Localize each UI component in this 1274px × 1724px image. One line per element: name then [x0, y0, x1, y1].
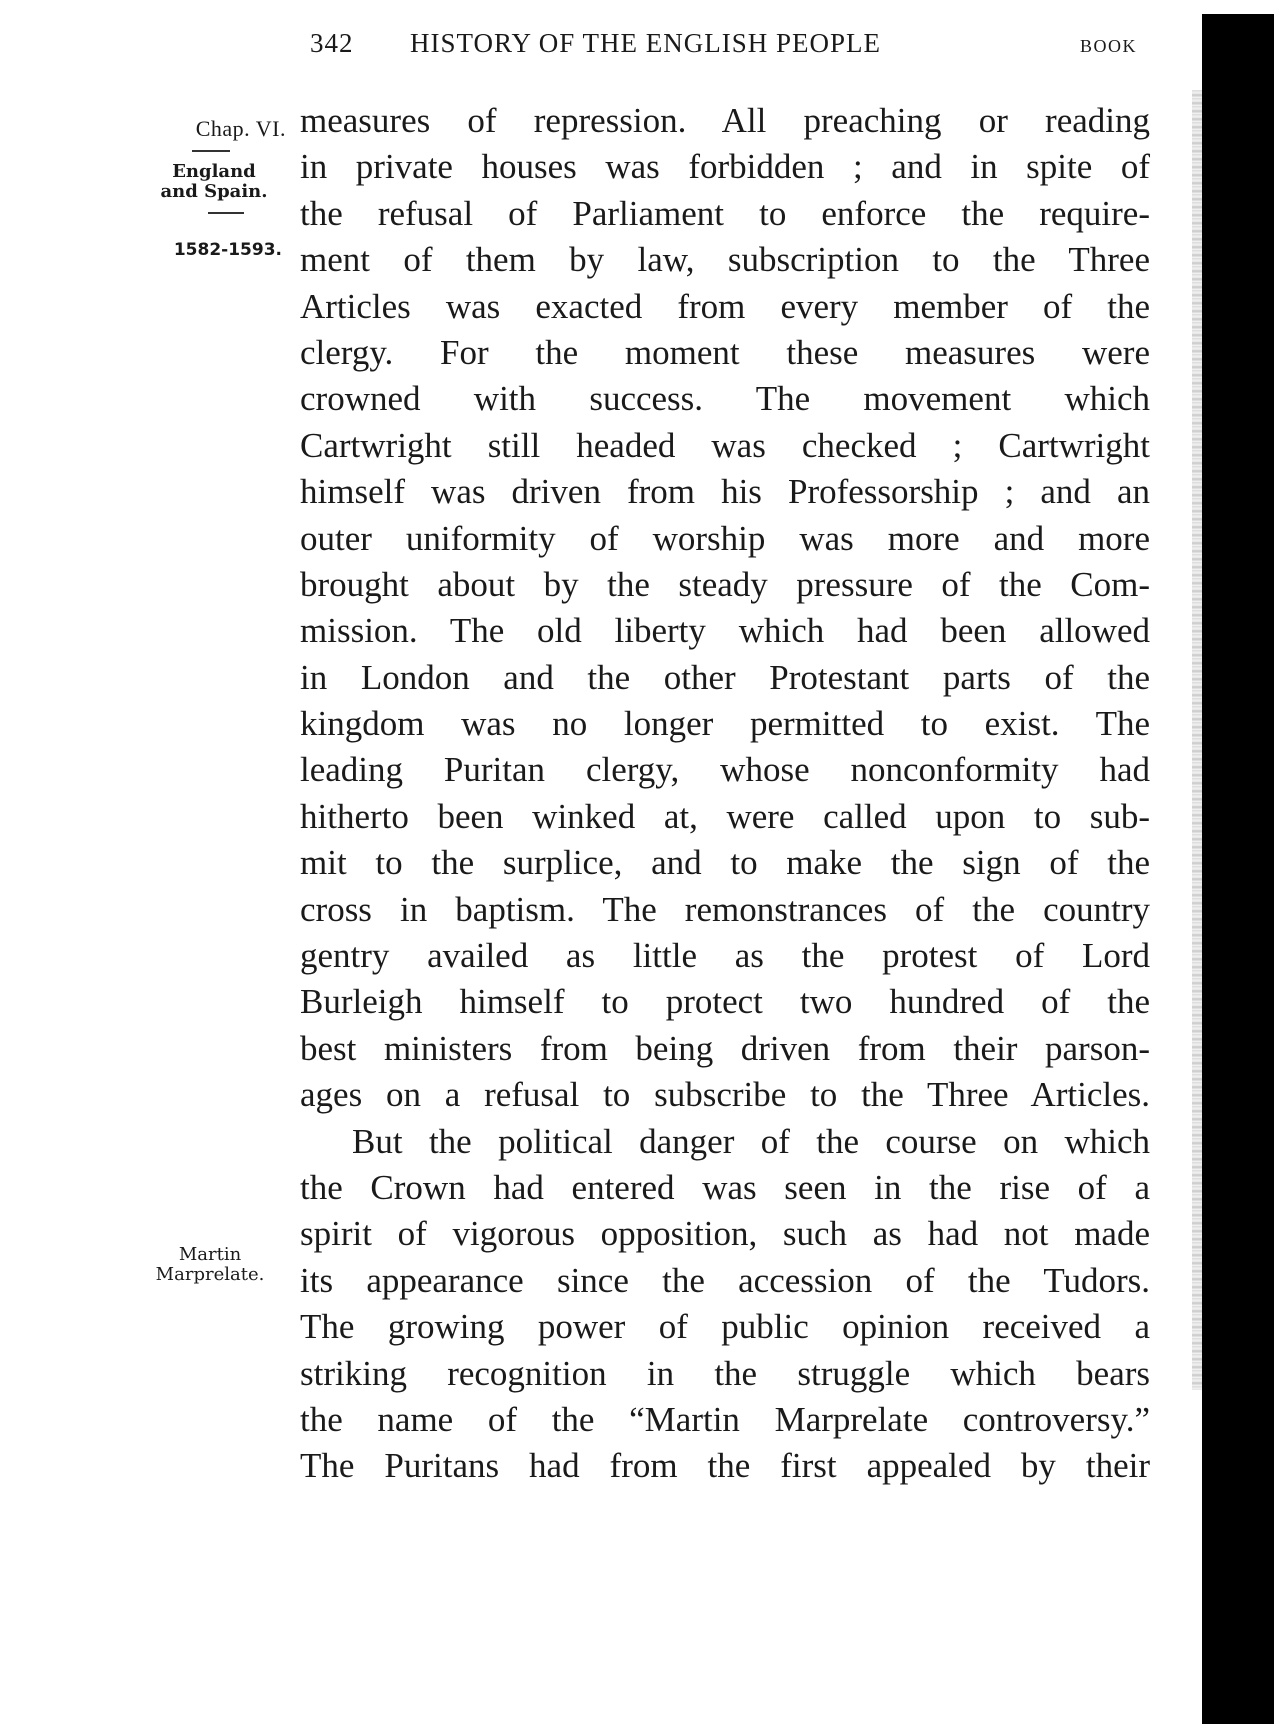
text-line: The Puritans had from the first appealed by their [300, 1446, 1150, 1486]
text-line: in private houses was forbidden ; and in spite of [300, 147, 1150, 187]
text-line: measures of repression. All preaching or reading [300, 101, 1150, 140]
running-header [300, 28, 1160, 68]
margin-dates: 1582-1593. [173, 240, 282, 260]
text-line: its appearance since the accession of the Tudors. [300, 1260, 1150, 1300]
margin-subject-line2: and Spain. [160, 181, 268, 202]
book-label: BOOK [1080, 36, 1138, 56]
text-line: Cartwright still headed was checked ; Cartwright [300, 425, 1150, 465]
text-line: But the political danger of the course on which [352, 1121, 1150, 1161]
side-heading-line1: Martin [178, 1244, 242, 1265]
text-line: the name of the “Martin Marprelate controversy.” [300, 1399, 1150, 1439]
text-line: kingdom was no longer permitted to exist. The [300, 704, 1150, 744]
text-line: mit to the surplice, and to make the sign of the [300, 843, 1150, 883]
text-line: ages on a refusal to subscribe to the Three Articles. [300, 1075, 1150, 1115]
body-text [300, 98, 1150, 1490]
scan-border [1202, 14, 1274, 1724]
text-line: best ministers from being driven from their parson- [300, 1028, 1150, 1068]
text-line: The growing power of public opinion received a [300, 1307, 1150, 1347]
text-line: spirit of vigorous opposition, such as had not made [300, 1214, 1150, 1254]
text-line: in London and the other Protestant parts of the [300, 657, 1150, 697]
text-line: the Crown had entered was seen in the rise of a [300, 1167, 1150, 1207]
text-line: the refusal of Parliament to enforce the require- [300, 193, 1150, 233]
side-heading [140, 1245, 280, 1285]
text-line: striking recognition in the struggle which bears [300, 1353, 1150, 1393]
text-line: leading Puritan clergy, whose nonconformity had [300, 750, 1150, 790]
text-line: himself was driven from his Professorship ; and an [300, 472, 1150, 512]
text-line: cross in baptism. The remonstrances of the country [300, 889, 1150, 929]
text-line: outer uniformity of worship was more and more [300, 518, 1150, 558]
text-line: ment of them by law, subscription to the Three [300, 240, 1150, 280]
side-heading-line2: Marprelate. [155, 1264, 265, 1285]
margin-rule [208, 212, 244, 214]
text-line: Articles was exacted from every member of the [300, 286, 1150, 326]
text-line: crowned with success. The movement which [300, 379, 1150, 419]
text-line: mission. The old liberty which had been allowed [300, 611, 1150, 651]
margin-subject-line1: England [172, 161, 256, 182]
text-line: hitherto been winked at, were called upon to sub- [300, 796, 1150, 836]
text-line: clergy. For the moment these measures were [300, 332, 1150, 372]
margin-subject [144, 162, 284, 202]
running-title: HISTORY OF THE ENGLISH PEOPLE [410, 28, 882, 58]
chapter-label: Chap. VI. [195, 116, 286, 141]
text-line: gentry availed as little as the protest of Lord [300, 936, 1150, 976]
text-line: Burleigh himself to protect two hundred of the [300, 982, 1150, 1022]
page-number: 342 [310, 28, 354, 58]
text-line: brought about by the steady pressure of the Com- [300, 564, 1150, 604]
margin-rule [192, 150, 230, 152]
